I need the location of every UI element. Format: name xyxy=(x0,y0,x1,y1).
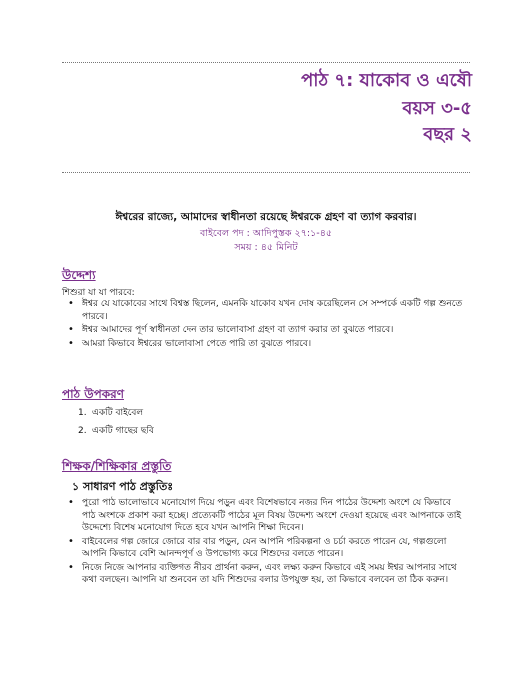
lesson-time: সময় : ৪৫ মিনিট xyxy=(234,242,298,253)
list-number: 1. xyxy=(78,408,87,418)
objectives-intro: শিশুরা যা যা পারবে: xyxy=(62,288,135,298)
materials-heading: পাঠ উপকরণ xyxy=(62,387,124,401)
objectives-list xyxy=(66,298,466,351)
preparation-heading: শিক্ষক/শিক্ষিকার প্রস্তুতি xyxy=(62,459,172,473)
list-item: • আমরা কিভাবে ঈশ্বরের ভালোবাসা পেতে পারি তা বুঝতে পারবে। xyxy=(66,338,466,351)
list-item: • ঈশ্বর আমাদের পূর্ণ স্বাধীনতা দেন তার ভালোবাসা গ্রহণ বা ত্যাগ করার তা বুঝতে পারবে। xyxy=(66,324,466,337)
age-range: বয়স ৩-৫ xyxy=(402,98,472,119)
objectives-heading: উদ্দেশ্য xyxy=(62,268,96,282)
list-text: একটি বাইবেল xyxy=(92,408,144,418)
bible-reference: বাইবেল পদ : আদিপুস্তক ২৭:১-৪৫ xyxy=(199,228,333,239)
lesson-theme: ঈশ্বরের রাজ্যে, আমাদের স্বাধীনতা রয়েছে ঈশ্বরকে গ্রহণ বা ত্যাগ করবার। xyxy=(115,211,417,223)
materials-list xyxy=(78,404,154,440)
list-item xyxy=(78,422,154,440)
top-divider xyxy=(62,62,470,63)
preparation-list xyxy=(66,497,466,588)
list-item: • ঈশ্বর যে যাকোবের সাথে বিশ্বস্ত ছিলেন, এমনকি যাকোব যখন দোষ করেছিলেন সে সম্পর্কে একটি গল্প শুনতে পারবে। xyxy=(66,298,466,323)
list-item: • নিজে নিজে আপনার ব্যক্তিগত নীরব প্রার্থনা করুন, এবং লক্ষ্য করুন কিভাবে এই সময় ঈশ্বর আপনার সাথে কথা বলছেন। আপনি যা শুনবেন তা যদি শিশুদের বলার উপযুক্ত হয়, তা কিভাবে বলবেন তা ঠিক করুন। xyxy=(66,562,466,587)
preparation-subheading: ১ সাধারণ পাঠ প্রস্তুতিঃ xyxy=(72,480,174,493)
year-label: বছর ২ xyxy=(423,124,472,145)
list-text: একটি গাছের ছবি xyxy=(92,426,154,436)
list-item: • বাইবেলের গল্প জোরে জোরে বার বার পড়ুন, যেন আপনি পরিকল্পনা ও চর্চা করতে পারেন যে, গল্পগুলো আপনি কিভাবে বেশি আনন্দপূর্ণ ও উপভোগ্য করে শিশুদের বলতে পারেন। xyxy=(66,536,466,561)
lesson-title: পাঠ ৭: যাকোব ও এষৌ xyxy=(301,70,472,91)
list-number: 2. xyxy=(78,426,87,436)
list-item xyxy=(78,404,154,422)
list-item: • পুরো পাঠ ভালোভাবে মনোযোগ দিয়ে পড়ুন এবং বিশেষভাবে নজর দিন পাঠের উদ্দেশ্য অংশে যে কিভাবে পাঠ অংশকে প্রকাশ করা হচ্ছে। প্রত্যেকটি পাঠের মূল বিষয় উদ্দেশ্য অংশে দেওয়া হয়েছে এবং আপনাকে তাই উদ্দেশ্যে বিশেষ মনোযোগ দিতে হবে যখন আপনি শিক্ষা দিবেন। xyxy=(66,497,466,535)
header-bottom-divider xyxy=(62,172,470,173)
